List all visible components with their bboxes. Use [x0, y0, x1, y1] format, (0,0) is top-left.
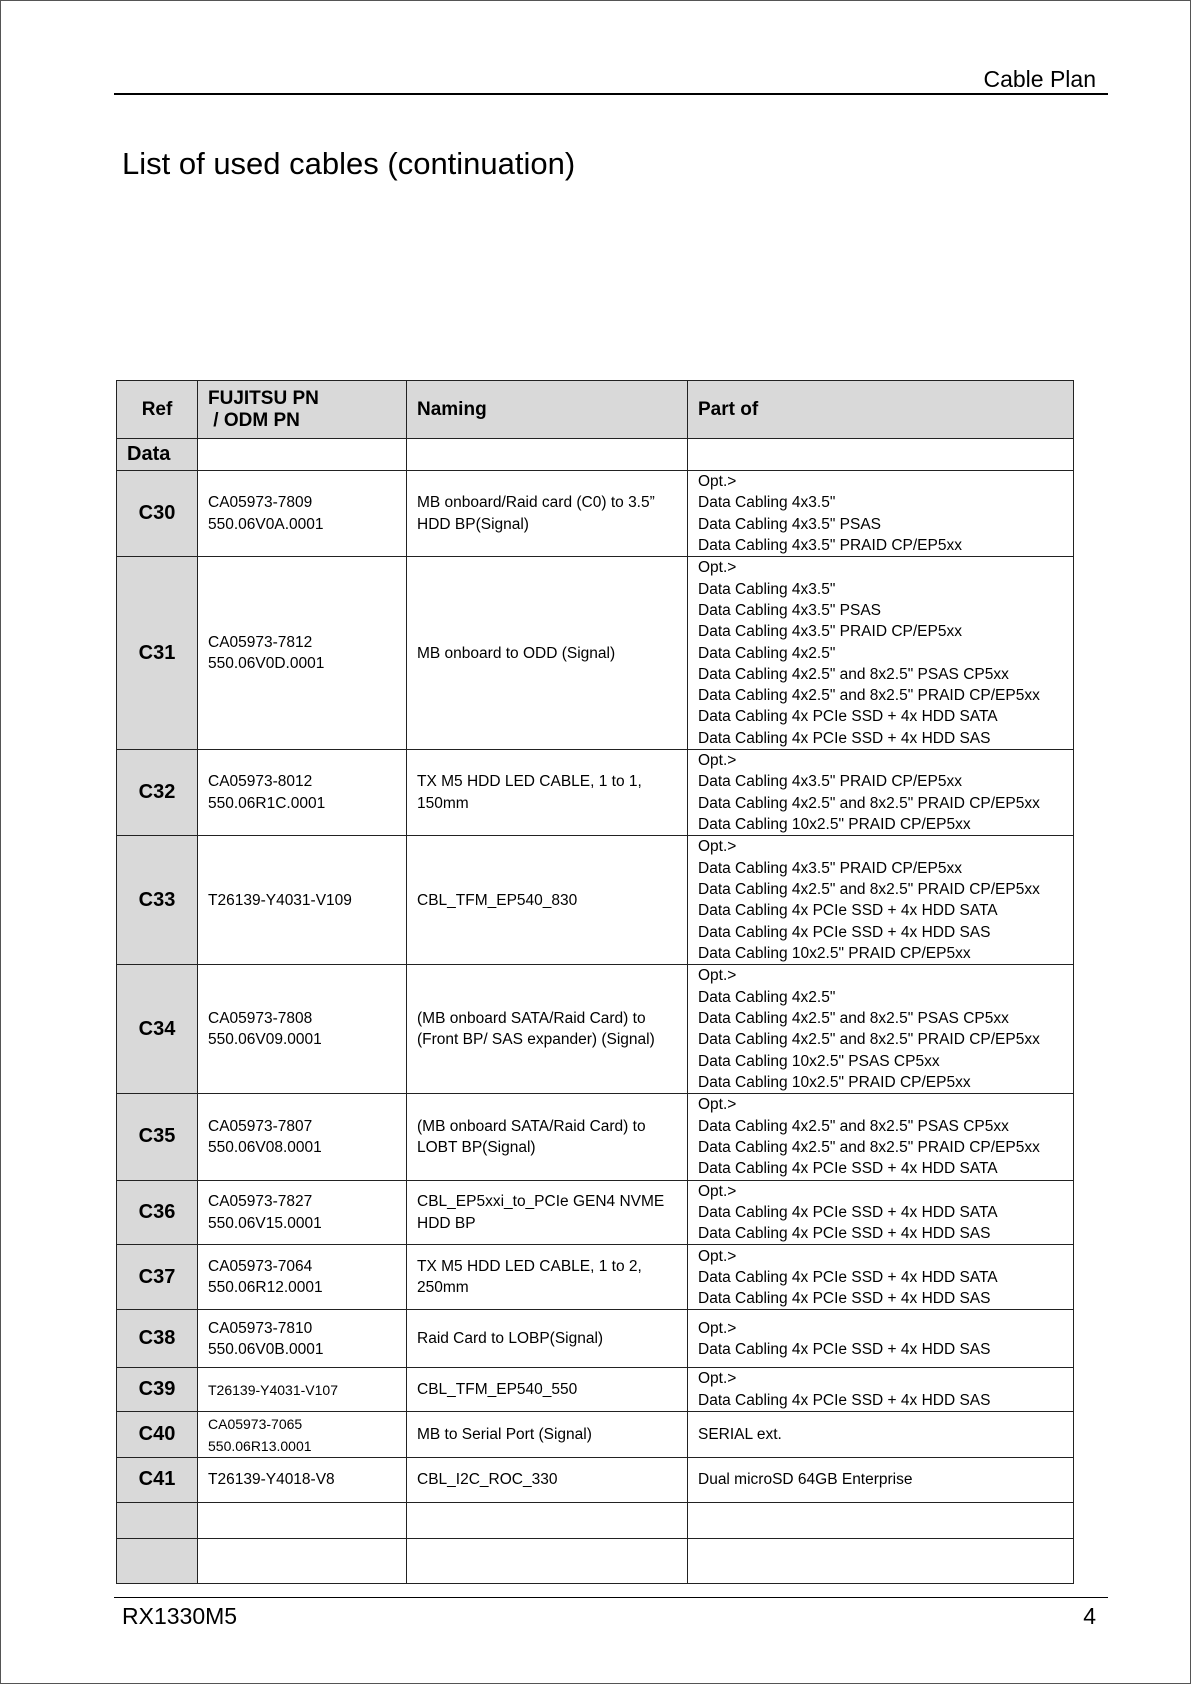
cell-ref: C41	[117, 1458, 198, 1503]
cell-part-of	[688, 1412, 1074, 1458]
table-row	[117, 557, 1074, 750]
cell-naming	[407, 1412, 688, 1458]
cell-naming	[407, 1245, 688, 1310]
naming-line: 150mm	[417, 794, 469, 812]
part-of-line: Data Cabling 4x3.5" PRAID CP/EP5xx	[698, 773, 962, 791]
part-of-line: Data Cabling 4x PCIe SSD + 4x HDD SATA	[698, 1203, 998, 1221]
cell-ref	[117, 1503, 198, 1539]
part-of-line: Data Cabling 4x PCIe SSD + 4x HDD SATA	[698, 1268, 998, 1286]
part-of-line: Data Cabling 4x PCIe SSD + 4x HDD SAS	[698, 729, 991, 747]
cell-part-number	[198, 750, 407, 836]
column-header-ref: Ref	[117, 381, 198, 439]
table-row	[117, 1180, 1074, 1245]
table-row	[117, 750, 1074, 836]
naming-line: TX M5 HDD LED CABLE, 1 to 2,	[417, 1258, 642, 1276]
part-number-line: 550.06R12.0001	[208, 1279, 323, 1297]
part-number-line: CA05973-7808	[208, 1010, 313, 1028]
header-divider	[114, 93, 1108, 95]
part-of-line: Opt.>	[698, 473, 737, 490]
naming-line: MB to Serial Port (Signal)	[417, 1425, 592, 1443]
section-label: Data	[117, 439, 198, 471]
naming-line: MB onboard to ODD (Signal)	[417, 644, 616, 662]
cell-naming	[407, 1458, 688, 1503]
cell-part-of	[688, 1094, 1074, 1180]
cell-ref: C30	[117, 471, 198, 557]
cell-ref: C35	[117, 1094, 198, 1180]
section-row	[117, 439, 1074, 471]
column-header-pn-line1: FUJITSU PN	[208, 387, 319, 409]
part-number-line: 550.06V0A.0001	[208, 515, 324, 533]
part-number-line: T26139-Y4031-V109	[208, 891, 352, 909]
part-of-line: Data Cabling 4x3.5" PRAID CP/EP5xx	[698, 859, 962, 877]
cell-ref: C36	[117, 1180, 198, 1245]
part-of-line: Data Cabling 4x3.5"	[698, 494, 836, 512]
cell-part-number	[198, 836, 407, 965]
footer-divider	[114, 1597, 1108, 1598]
part-of-line: Data Cabling 4x2.5" and 8x2.5" PRAID CP/EP5xx	[698, 881, 1040, 899]
column-header-part-of: Part of	[688, 381, 1074, 439]
part-number-line: T26139-Y4018-V8	[208, 1471, 335, 1489]
cell-naming	[407, 1368, 688, 1412]
part-number-line: CA05973-7064	[208, 1258, 313, 1276]
part-of-line: Data Cabling 4x PCIe SSD + 4x HDD SAS	[698, 1391, 991, 1409]
table-row	[117, 1539, 1074, 1584]
table-row	[117, 1368, 1074, 1412]
cell-naming	[407, 750, 688, 836]
part-number-line: CA05973-7827	[208, 1193, 313, 1211]
part-of-line: Data Cabling 4x3.5" PSAS	[698, 515, 881, 533]
part-of-line: Data Cabling 4x PCIe SSD + 4x HDD SATA	[698, 708, 998, 726]
cell-part-of	[688, 750, 1074, 836]
cell-part-of	[688, 1368, 1074, 1412]
cell-naming	[407, 1310, 688, 1368]
part-number-line: CA05973-7807	[208, 1117, 313, 1135]
page-number: 4	[1083, 1603, 1096, 1629]
part-of-line: Opt.>	[698, 838, 737, 856]
cell-part-of	[688, 965, 1074, 1094]
cell-part-of	[688, 1180, 1074, 1245]
table-body	[117, 439, 1074, 1584]
naming-line: CBL_TFM_EP540_830	[417, 891, 578, 909]
cell-ref: C31	[117, 557, 198, 750]
naming-line: LOBT BP(Signal)	[417, 1138, 536, 1156]
part-of-line: Data Cabling 10x2.5" PSAS CP5xx	[698, 1052, 940, 1070]
part-number-line: CA05973-7812	[208, 633, 313, 651]
cell-ref: C39	[117, 1368, 198, 1412]
part-of-line: Data Cabling 4x PCIe SSD + 4x HDD SATA	[698, 902, 998, 920]
part-of-line: Opt.>	[698, 1319, 737, 1337]
part-number-line: 550.06V0D.0001	[208, 655, 325, 673]
part-of-line: Data Cabling 4x PCIe SSD + 4x HDD SATA	[698, 1160, 998, 1178]
part-number-line: 550.06V08.0001	[208, 1138, 322, 1156]
cell-part-of	[688, 1539, 1074, 1584]
part-of-line: Data Cabling 4x2.5" and 8x2.5" PRAID CP/EP5xx	[698, 1031, 1040, 1049]
part-number-line: 550.06R1C.0001	[208, 794, 326, 812]
part-of-line: Opt.>	[698, 967, 737, 985]
naming-line: HDD BP	[417, 1214, 476, 1232]
cell-ref: C37	[117, 1245, 198, 1310]
part-of-line: Opt.>	[698, 1182, 737, 1200]
cell-ref: C32	[117, 750, 198, 836]
table-row	[117, 1412, 1074, 1458]
naming-line: TX M5 HDD LED CABLE, 1 to 1,	[417, 773, 642, 791]
header-title: Cable Plan	[983, 66, 1096, 92]
naming-line: (Front BP/ SAS expander) (Signal)	[417, 1031, 655, 1049]
table-header-row	[117, 381, 1074, 439]
part-of-line: SERIAL ext.	[698, 1425, 782, 1443]
table-row	[117, 836, 1074, 965]
cell-naming	[407, 1180, 688, 1245]
page-title: List of used cables (continuation)	[122, 146, 576, 181]
part-of-line: Data Cabling 4x2.5" and 8x2.5" PSAS CP5xx	[698, 1117, 1009, 1135]
cell-part-number	[198, 1245, 407, 1310]
cell-ref: C40	[117, 1412, 198, 1458]
part-of-line: Data Cabling 4x2.5"	[698, 988, 836, 1006]
section-blank-cell	[407, 439, 688, 471]
cell-part-of	[688, 1245, 1074, 1310]
column-header-naming: Naming	[407, 381, 688, 439]
footer-model: RX1330M5	[122, 1603, 238, 1629]
part-of-line: Data Cabling 4x2.5"	[698, 644, 836, 662]
part-of-line: Dual microSD 64GB Enterprise	[698, 1471, 913, 1489]
cell-part-number	[198, 1503, 407, 1539]
part-number-line: CA05973-8012	[208, 773, 313, 791]
part-of-line: Data Cabling 4x2.5" and 8x2.5" PRAID CP/EP5xx	[698, 687, 1040, 705]
cell-ref	[117, 1539, 198, 1584]
cell-part-number	[198, 1412, 407, 1458]
part-of-line: Data Cabling 4x3.5"	[698, 580, 836, 598]
cell-naming	[407, 1094, 688, 1180]
cable-table	[116, 380, 1074, 1584]
part-of-line: Data Cabling 4x2.5" and 8x2.5" PSAS CP5xx	[698, 665, 1009, 683]
table-row	[117, 1094, 1074, 1180]
part-of-line: Data Cabling 10x2.5" PRAID CP/EP5xx	[698, 1073, 971, 1091]
cell-naming	[407, 471, 688, 557]
part-of-line: Opt.>	[698, 1247, 737, 1265]
table-row	[117, 471, 1074, 557]
part-number-line: T26139-Y4031-V107	[208, 1381, 338, 1398]
naming-line: 250mm	[417, 1279, 469, 1297]
part-of-line: Data Cabling 4x3.5" PSAS	[698, 601, 881, 619]
part-number-line: 550.06R13.0001	[208, 1437, 312, 1454]
cell-naming	[407, 965, 688, 1094]
cell-part-number	[198, 1094, 407, 1180]
part-number-line: 550.06V15.0001	[208, 1214, 322, 1232]
cell-part-number	[198, 1180, 407, 1245]
cell-ref: C33	[117, 836, 198, 965]
section-blank-cell	[688, 439, 1074, 471]
cell-ref: C34	[117, 965, 198, 1094]
naming-line: CBL_TFM_EP540_550	[417, 1381, 578, 1399]
column-header-pn	[198, 381, 407, 439]
part-of-line: Data Cabling 4x PCIe SSD + 4x HDD SAS	[698, 1290, 991, 1308]
part-of-line: Data Cabling 4x PCIe SSD + 4x HDD SAS	[698, 923, 991, 941]
cell-naming	[407, 1503, 688, 1539]
column-header-pn-line2: / ODM PN	[208, 409, 300, 431]
naming-line: MB onboard/Raid card (C0) to 3.5”	[417, 494, 655, 512]
section-blank-cell	[198, 439, 407, 471]
cell-part-of	[688, 1310, 1074, 1368]
naming-line: HDD BP(Signal)	[417, 515, 529, 533]
cell-part-of	[688, 557, 1074, 750]
part-of-line: Data Cabling 4x2.5" and 8x2.5" PSAS CP5xx	[698, 1010, 1009, 1028]
cell-part-of	[688, 836, 1074, 965]
naming-line: CBL_I2C_ROC_330	[417, 1471, 558, 1489]
cell-part-number	[198, 965, 407, 1094]
cell-ref: C38	[117, 1310, 198, 1368]
table-row	[117, 1503, 1074, 1539]
cell-part-of	[688, 471, 1074, 557]
part-number-line: CA05973-7809	[208, 494, 313, 512]
part-number-line: CA05973-7065	[208, 1415, 303, 1432]
cell-naming	[407, 836, 688, 965]
table-row	[117, 1245, 1074, 1310]
part-of-line: Data Cabling 10x2.5" PRAID CP/EP5xx	[698, 816, 971, 834]
part-of-line: Opt.>	[698, 752, 737, 770]
cell-part-number	[198, 1310, 407, 1368]
part-of-line: Data Cabling 10x2.5" PRAID CP/EP5xx	[698, 944, 971, 962]
part-number-line: 550.06V0B.0001	[208, 1340, 324, 1358]
cell-part-number	[198, 1539, 407, 1584]
cell-part-number	[198, 471, 407, 557]
cell-part-number	[198, 557, 407, 750]
naming-line: (MB onboard SATA/Raid Card) to	[417, 1117, 646, 1135]
part-of-line: Opt.>	[698, 1370, 737, 1388]
table-row	[117, 1458, 1074, 1503]
cell-naming	[407, 1539, 688, 1584]
cell-part-number	[198, 1368, 407, 1412]
cell-part-of	[688, 1458, 1074, 1503]
part-number-line: CA05973-7810	[208, 1319, 313, 1337]
part-of-line: Data Cabling 4x3.5" PRAID CP/EP5xx	[698, 623, 962, 641]
part-number-line: 550.06V09.0001	[208, 1031, 322, 1049]
cell-part-number	[198, 1458, 407, 1503]
cell-naming	[407, 557, 688, 750]
part-of-line: Data Cabling 4x2.5" and 8x2.5" PRAID CP/EP5xx	[698, 1138, 1040, 1156]
cell-part-of	[688, 1503, 1074, 1539]
part-of-line: Data Cabling 4x PCIe SSD + 4x HDD SAS	[698, 1225, 991, 1243]
part-of-line: Opt.>	[698, 559, 737, 577]
naming-line: Raid Card to LOBP(Signal)	[417, 1330, 604, 1348]
naming-line: CBL_EP5xxi_to_PCIe GEN4 NVME	[417, 1193, 665, 1211]
table-row	[117, 1310, 1074, 1368]
naming-line: (MB onboard SATA/Raid Card) to	[417, 1010, 646, 1028]
part-of-line: Data Cabling 4x3.5" PRAID CP/EP5xx	[698, 536, 962, 554]
part-of-line: Opt.>	[698, 1096, 737, 1114]
table-row	[117, 965, 1074, 1094]
part-of-line: Data Cabling 4x PCIe SSD + 4x HDD SAS	[698, 1340, 991, 1358]
part-of-line: Data Cabling 4x2.5" and 8x2.5" PRAID CP/EP5xx	[698, 794, 1040, 812]
